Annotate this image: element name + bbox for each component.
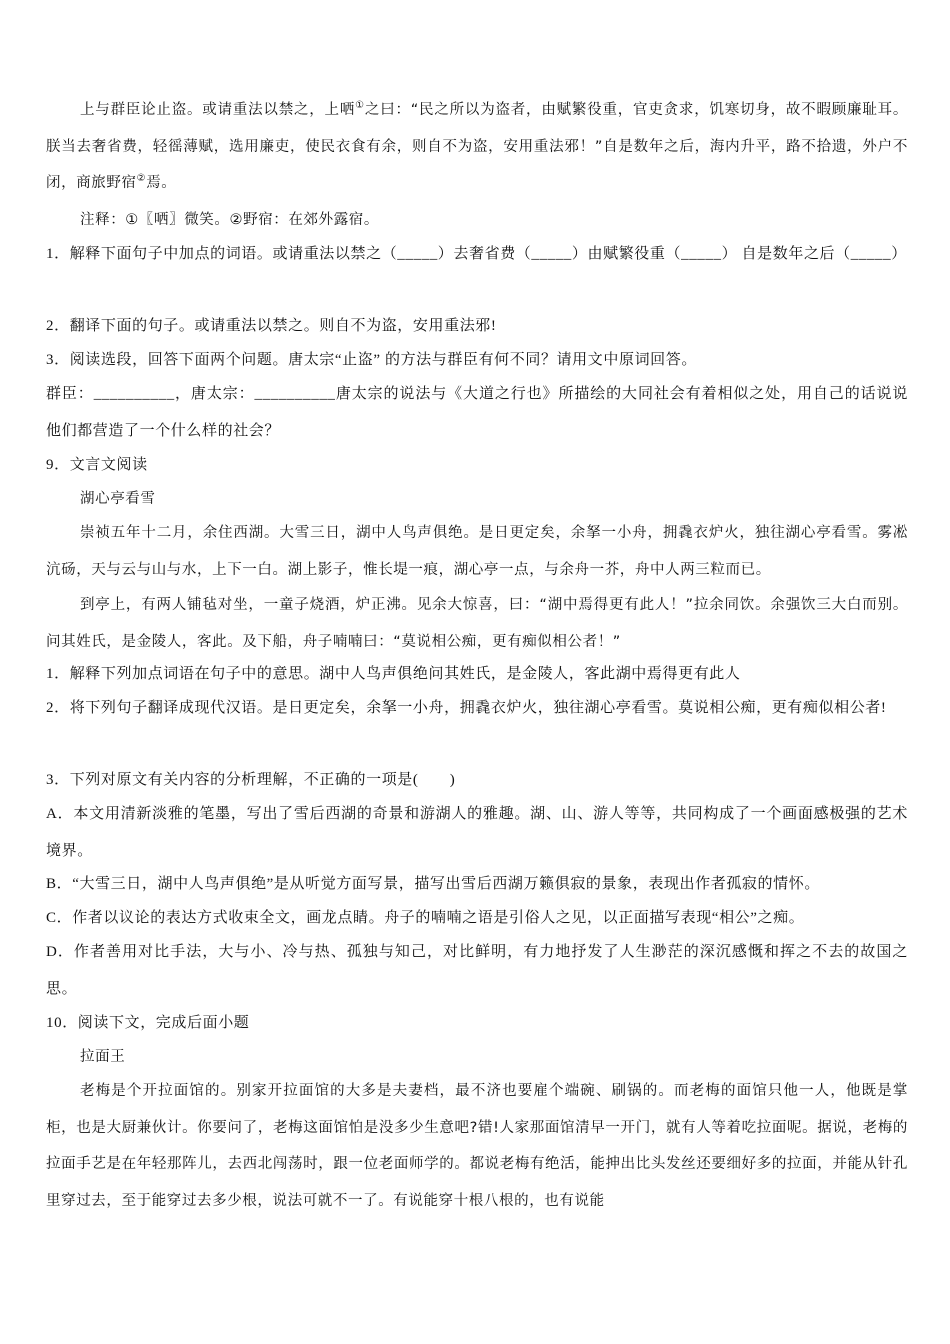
section-9-question-3: 3．下列对原文有关内容的分析理解，不正确的一项是( ) bbox=[46, 772, 456, 788]
q8-question-3: 3．阅读选段，回答下面两个问题。唐太宗“止盗” 的方法与群臣有何不同？请用文中原词回答。 bbox=[46, 352, 697, 368]
section-10-heading: 10．阅读下文，完成后面小题 bbox=[46, 1015, 250, 1031]
q8-question-1: 1．解释下面句子中加点的词语。或请重法以禁之（_____）去奢省费（_____）由赋繁役重（_____） 自是数年之后（_____） bbox=[46, 246, 907, 262]
section-9-question-2: 2．将下列句子翻译成现代汉语。是日更定矣，余拏一小舟，拥毳衣炉火，独往湖心亭看雪。莫说相公痴，更有痴似相公者! bbox=[46, 700, 887, 716]
section-9-paragraph-2: 到亭上，有两人铺毡对坐，一童子烧酒，炉正沸。见余大惊喜，曰：“湖中焉得更有此人！”拉余同饮。余强饮三大白而别。问其姓氏，是金陵人，客此。及下船，舟子喃喃曰：“莫说相公痴，更有痴似相公者！” bbox=[46, 597, 908, 650]
section-9-title: 湖心亭看雪 bbox=[80, 491, 156, 507]
option-a: A．本文用清新淡雅的笔墨，写出了雪后西湖的奇景和游湖人的雅趣。湖、山、游人等等，共同构成了一个画面感极强的艺术境界。 bbox=[46, 806, 908, 859]
option-d: D．作者善用对比手法，大与小、冷与热、孤独与知己，对比鲜明，有力地抒发了人生渺茫的深沉感慨和挥之不去的故国之思。 bbox=[46, 944, 908, 997]
section-9-paragraph-1: 崇祯五年十二月，余住西湖。大雪三日，湖中人鸟声俱绝。是日更定矣，余拏一小舟，拥毳衣炉火，独往湖心亭看雪。雾凇沆砀，天与云与山与水，上下一白。湖上影子，惟长堤一痕，湖心亭一点，与余舟一芥，舟中人两三粒而已。 bbox=[46, 525, 908, 578]
passage-8-text: 上与群臣论止盗。或请重法以禁之，上哂①之曰：“民之所以为盗者，由赋繁役重，官吏贪求，饥寒切身，故不暇顾廉耻耳。朕当去奢省费，轻徭薄赋，选用廉吏，使民衣食有余，则自不为盗，安用重法邪！”自是数年之后，海内升平，路不拾遗，外户不闭，商旅野宿②焉。 bbox=[46, 100, 908, 191]
section-9-question-1: 1．解释下列加点词语在句子中的意思。湖中人鸟声俱绝问其姓氏，是金陵人，客此湖中焉得更有此人 bbox=[46, 666, 741, 682]
footnote-marker-2: ② bbox=[136, 173, 147, 185]
section-10-paragraph-1: 老梅是个开拉面馆的。别家开拉面馆的大多是夫妻档，最不济也要雇个端碗、刷锅的。而老梅的面馆只他一人，他既是掌柜，也是大厨兼伙计。你要问了，老梅这面馆怕是没多少生意吧?错!人家那面馆清早一开门，就有人等着吃拉面呢。据说，老梅的拉面手艺是在年轻那阵儿，去西北闯荡时，跟一位老面师学的。都说老梅有绝活，能抻出比头发丝还要细好多的拉面，并能从针孔里穿过去，至于能穿过去多少根，说法可就不一了。有说能穿十根八根的，也有说能 bbox=[46, 1083, 908, 1209]
option-c: C．作者以议论的表达方式收束全文，画龙点睛。舟子的喃喃之语是引俗人之见，以正面描写表现“相公”之痴。 bbox=[46, 910, 805, 926]
passage-8-notes: 注释：①〖哂〗微笑。②野宿：在郊外露宿。 bbox=[80, 212, 379, 228]
section-9-heading: 9．文言文阅读 bbox=[46, 457, 148, 473]
option-b: B．“大雪三日，湖中人鸟声俱绝”是从听觉方面写景，描写出雪后西湖万籁俱寂的景象，表现出作者孤寂的情怀。 bbox=[46, 876, 820, 892]
q8-question-3-blanks: 群臣：__________，唐太宗：__________唐太宗的说法与《大道之行也》所描绘的大同社会有着相似之处，用自己的话说说他们都营造了一个什么样的社会？ bbox=[46, 386, 908, 439]
section-10-title: 拉面王 bbox=[80, 1049, 126, 1065]
footnote-marker-1: ① bbox=[355, 100, 365, 112]
q8-question-2: 2．翻译下面的句子。或请重法以禁之。则自不为盗，安用重法邪! bbox=[46, 318, 497, 334]
